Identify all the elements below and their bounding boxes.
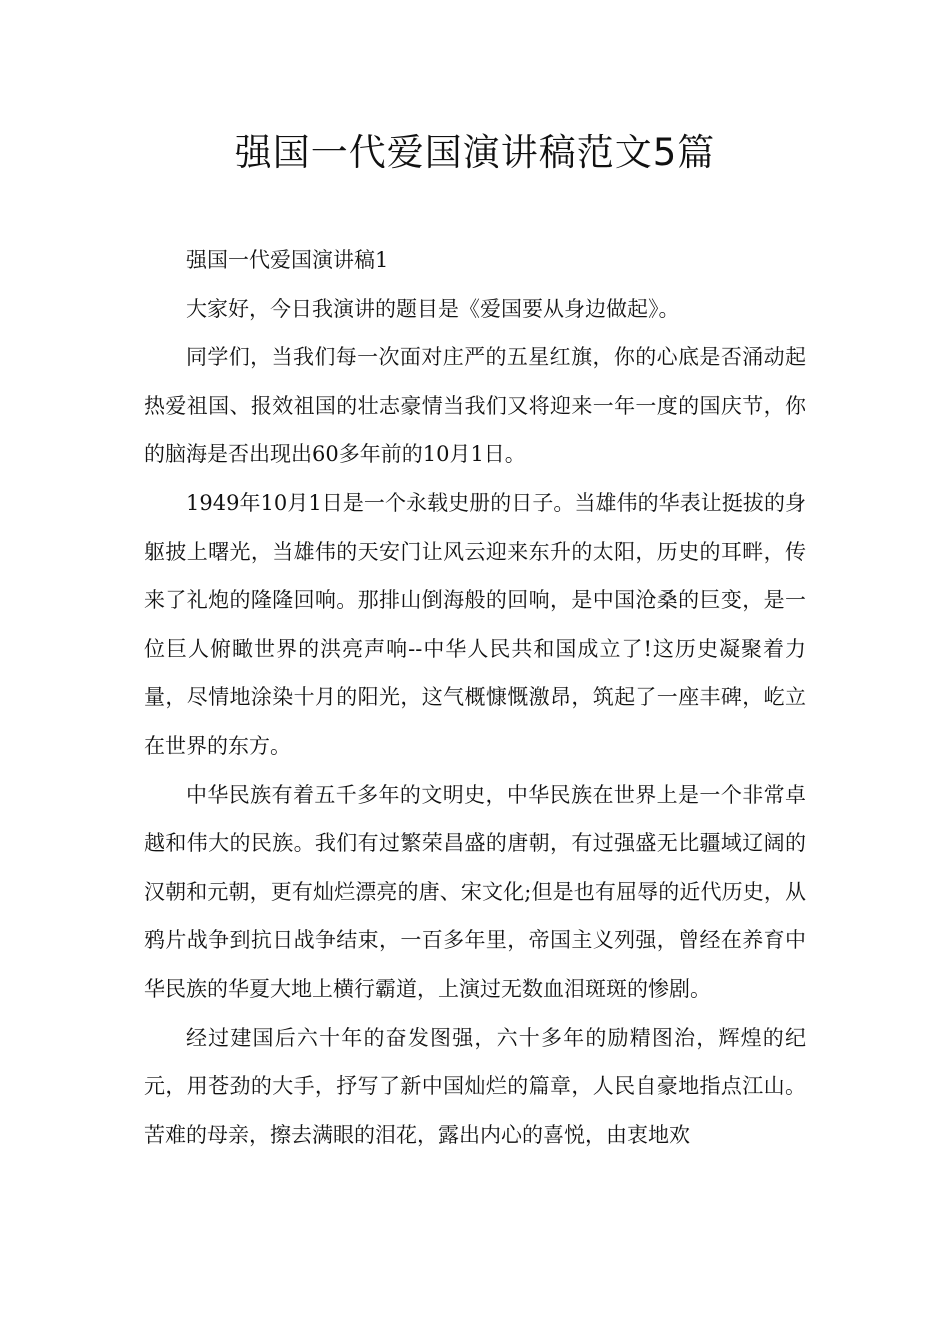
section-heading: 强国一代爱国演讲稿1 (186, 248, 389, 272)
document-title: 强国一代爱国演讲稿范文5篇 (234, 131, 716, 174)
paragraph: 中华民族有着五千多年的文明史，中华民族在世界上是一个非常卓越和伟大的民族。我们有过繁荣昌盛的唐朝，有过强盛无比疆域辽阔的汉朝和元朝，更有灿烂漂亮的唐、宋文化;但是也有屈辱的近代历史，从鸦片战争到抗日战争结束，一百多年里，帝国主义列强，曾经在养育中华民族的华夏大地上横行霸道，上演过无数血泪斑斑的惨剧。 (144, 782, 806, 1001)
document-body (144, 236, 806, 1159)
paragraph: 经过建国后六十年的奋发图强，六十多年的励精图治，辉煌的纪元，用苍劲的大手，抒写了新中国灿烂的篇章，人民自豪地指点江山。苦难的母亲，擦去满眼的泪花，露出内心的喜悦，由衷地欢 (144, 1025, 806, 1147)
paragraph: 大家好，今日我演讲的题目是《爱国要从身边做起》。 (186, 296, 680, 321)
paragraph: 同学们，当我们每一次面对庄严的五星红旗，你的心底是否涌动起热爱祖国、报效祖国的壮志豪情当我们又将迎来一年一度的国庆节，你的脑海是否出现出60多年前的10月1日。 (144, 345, 806, 467)
paragraph: 1949年10月1日是一个永载史册的日子。当雄伟的华表让挺拔的身躯披上曙光，当雄伟的天安门让风云迎来东升的太阳，历史的耳畔，传来了礼炮的隆隆回响。那排山倒海般的回响，是中国沧桑的巨变，是一位巨人俯瞰世界的洪亮声响--中华人民共和国成立了!这历史凝聚着力量，尽情地涂染十月的阳光，这气概慷慨激昂，筑起了一座丰碑，屹立在世界的东方。 (144, 490, 806, 758)
